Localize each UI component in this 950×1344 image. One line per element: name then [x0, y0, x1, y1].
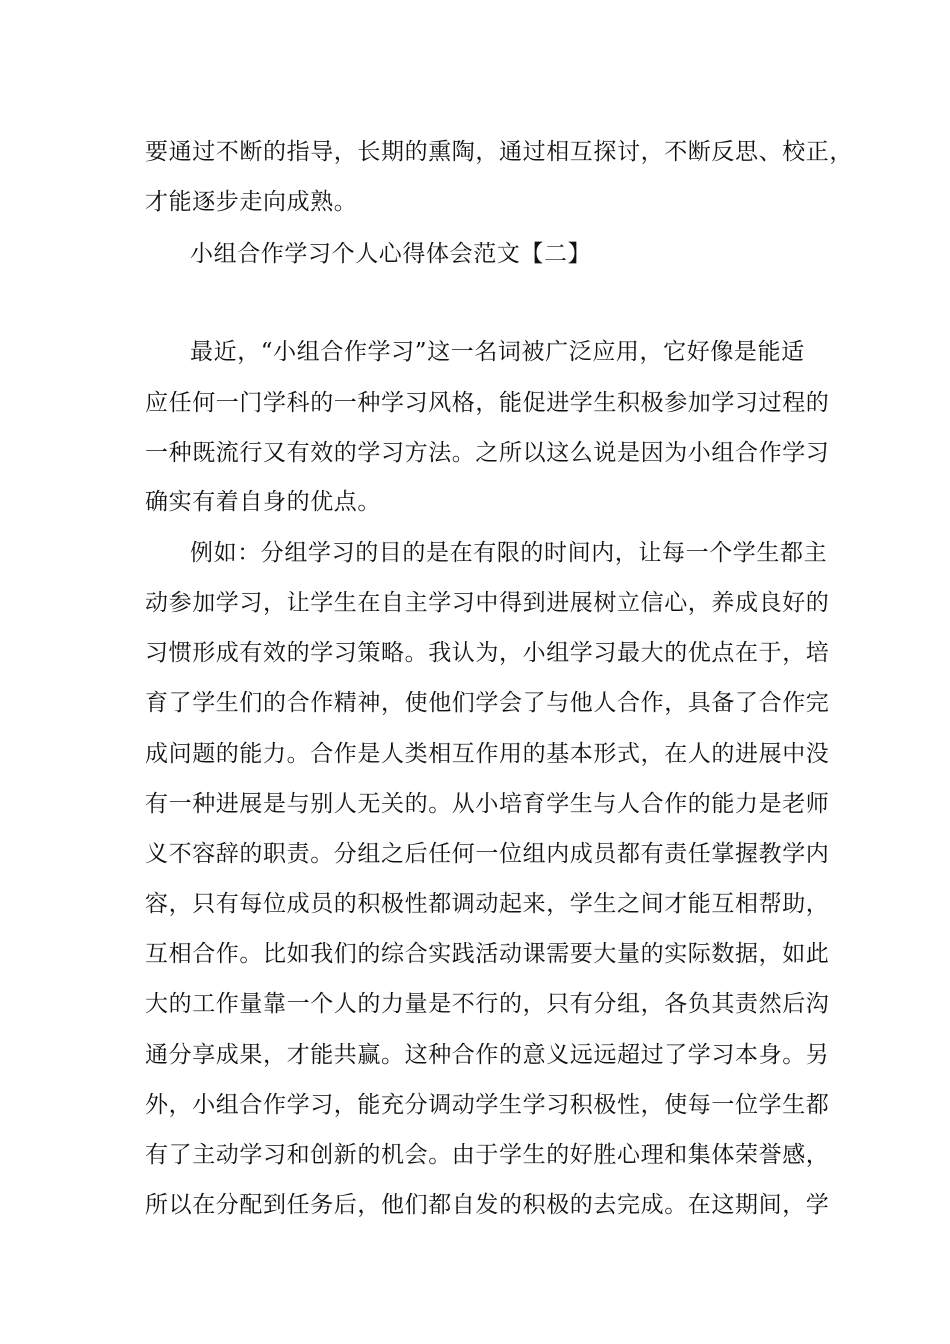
paragraph-line: 成问题的能力。合作是人类相互作用的基本形式，在人的进展中没 [145, 741, 830, 767]
paragraph-line: 义不容辞的职责。分组之后任何一位组内成员都有责任掌握教学内 [145, 841, 830, 867]
paragraph-line: 有了主动学习和创新的机会。由于学生的好胜心理和集体荣誉感， [145, 1142, 830, 1168]
intro-line: 要通过不断的指导，长期的熏陶，通过相互探讨，不断反思、校正， [145, 139, 853, 165]
paragraph-line: 确实有着自身的优点。 [145, 489, 381, 515]
paragraph-line: 一种既流行又有效的学习方法。之所以这么说是因为小组合作学习 [145, 440, 830, 466]
section-heading: 小组合作学习个人心得体会范文【二】 [190, 241, 592, 267]
paragraph-line: 育了学生们的合作精神，使他们学会了与他人合作，具备了合作完 [145, 690, 830, 716]
paragraph-line: 互相合作。比如我们的综合实践活动课需要大量的实际数据，如此 [145, 941, 830, 967]
paragraph-line: 例如：分组学习的目的是在有限的时间内，让每一个学生都主 [190, 540, 828, 566]
paragraph-line: 习惯形成有效的学习策略。我认为，小组学习最大的优点在于，培 [145, 640, 830, 666]
paragraph-line: 外，小组合作学习，能充分调动学生学习积极性，使每一位学生都 [145, 1092, 830, 1118]
paragraph-line: 通分享成果，才能共赢。这种合作的意义远远超过了学习本身。另 [145, 1042, 830, 1068]
paragraph-line: 容，只有每位成员的积极性都调动起来，学生之间才能互相帮助， [145, 891, 830, 917]
paragraph-line: 动参加学习，让学生在自主学习中得到进展树立信心，养成良好的 [145, 590, 830, 616]
intro-line: 才能逐步走向成熟。 [145, 189, 358, 215]
paragraph-line: 大的工作量靠一个人的力量是不行的，只有分组，各负其责然后沟 [145, 991, 830, 1017]
paragraph-line: 最近，“小组合作学习”这一名词被广泛应用，它好像是能适 [190, 339, 805, 365]
paragraph-line: 有一种进展是与别人无关的。从小培育学生与人合作的能力是老师 [145, 791, 830, 817]
paragraph-line: 所以在分配到任务后，他们都自发的积极的去完成。在这期间，学 [145, 1192, 830, 1218]
paragraph-line: 应任何一门学科的一种学习风格，能促进学生积极参加学习过程的 [145, 390, 830, 416]
